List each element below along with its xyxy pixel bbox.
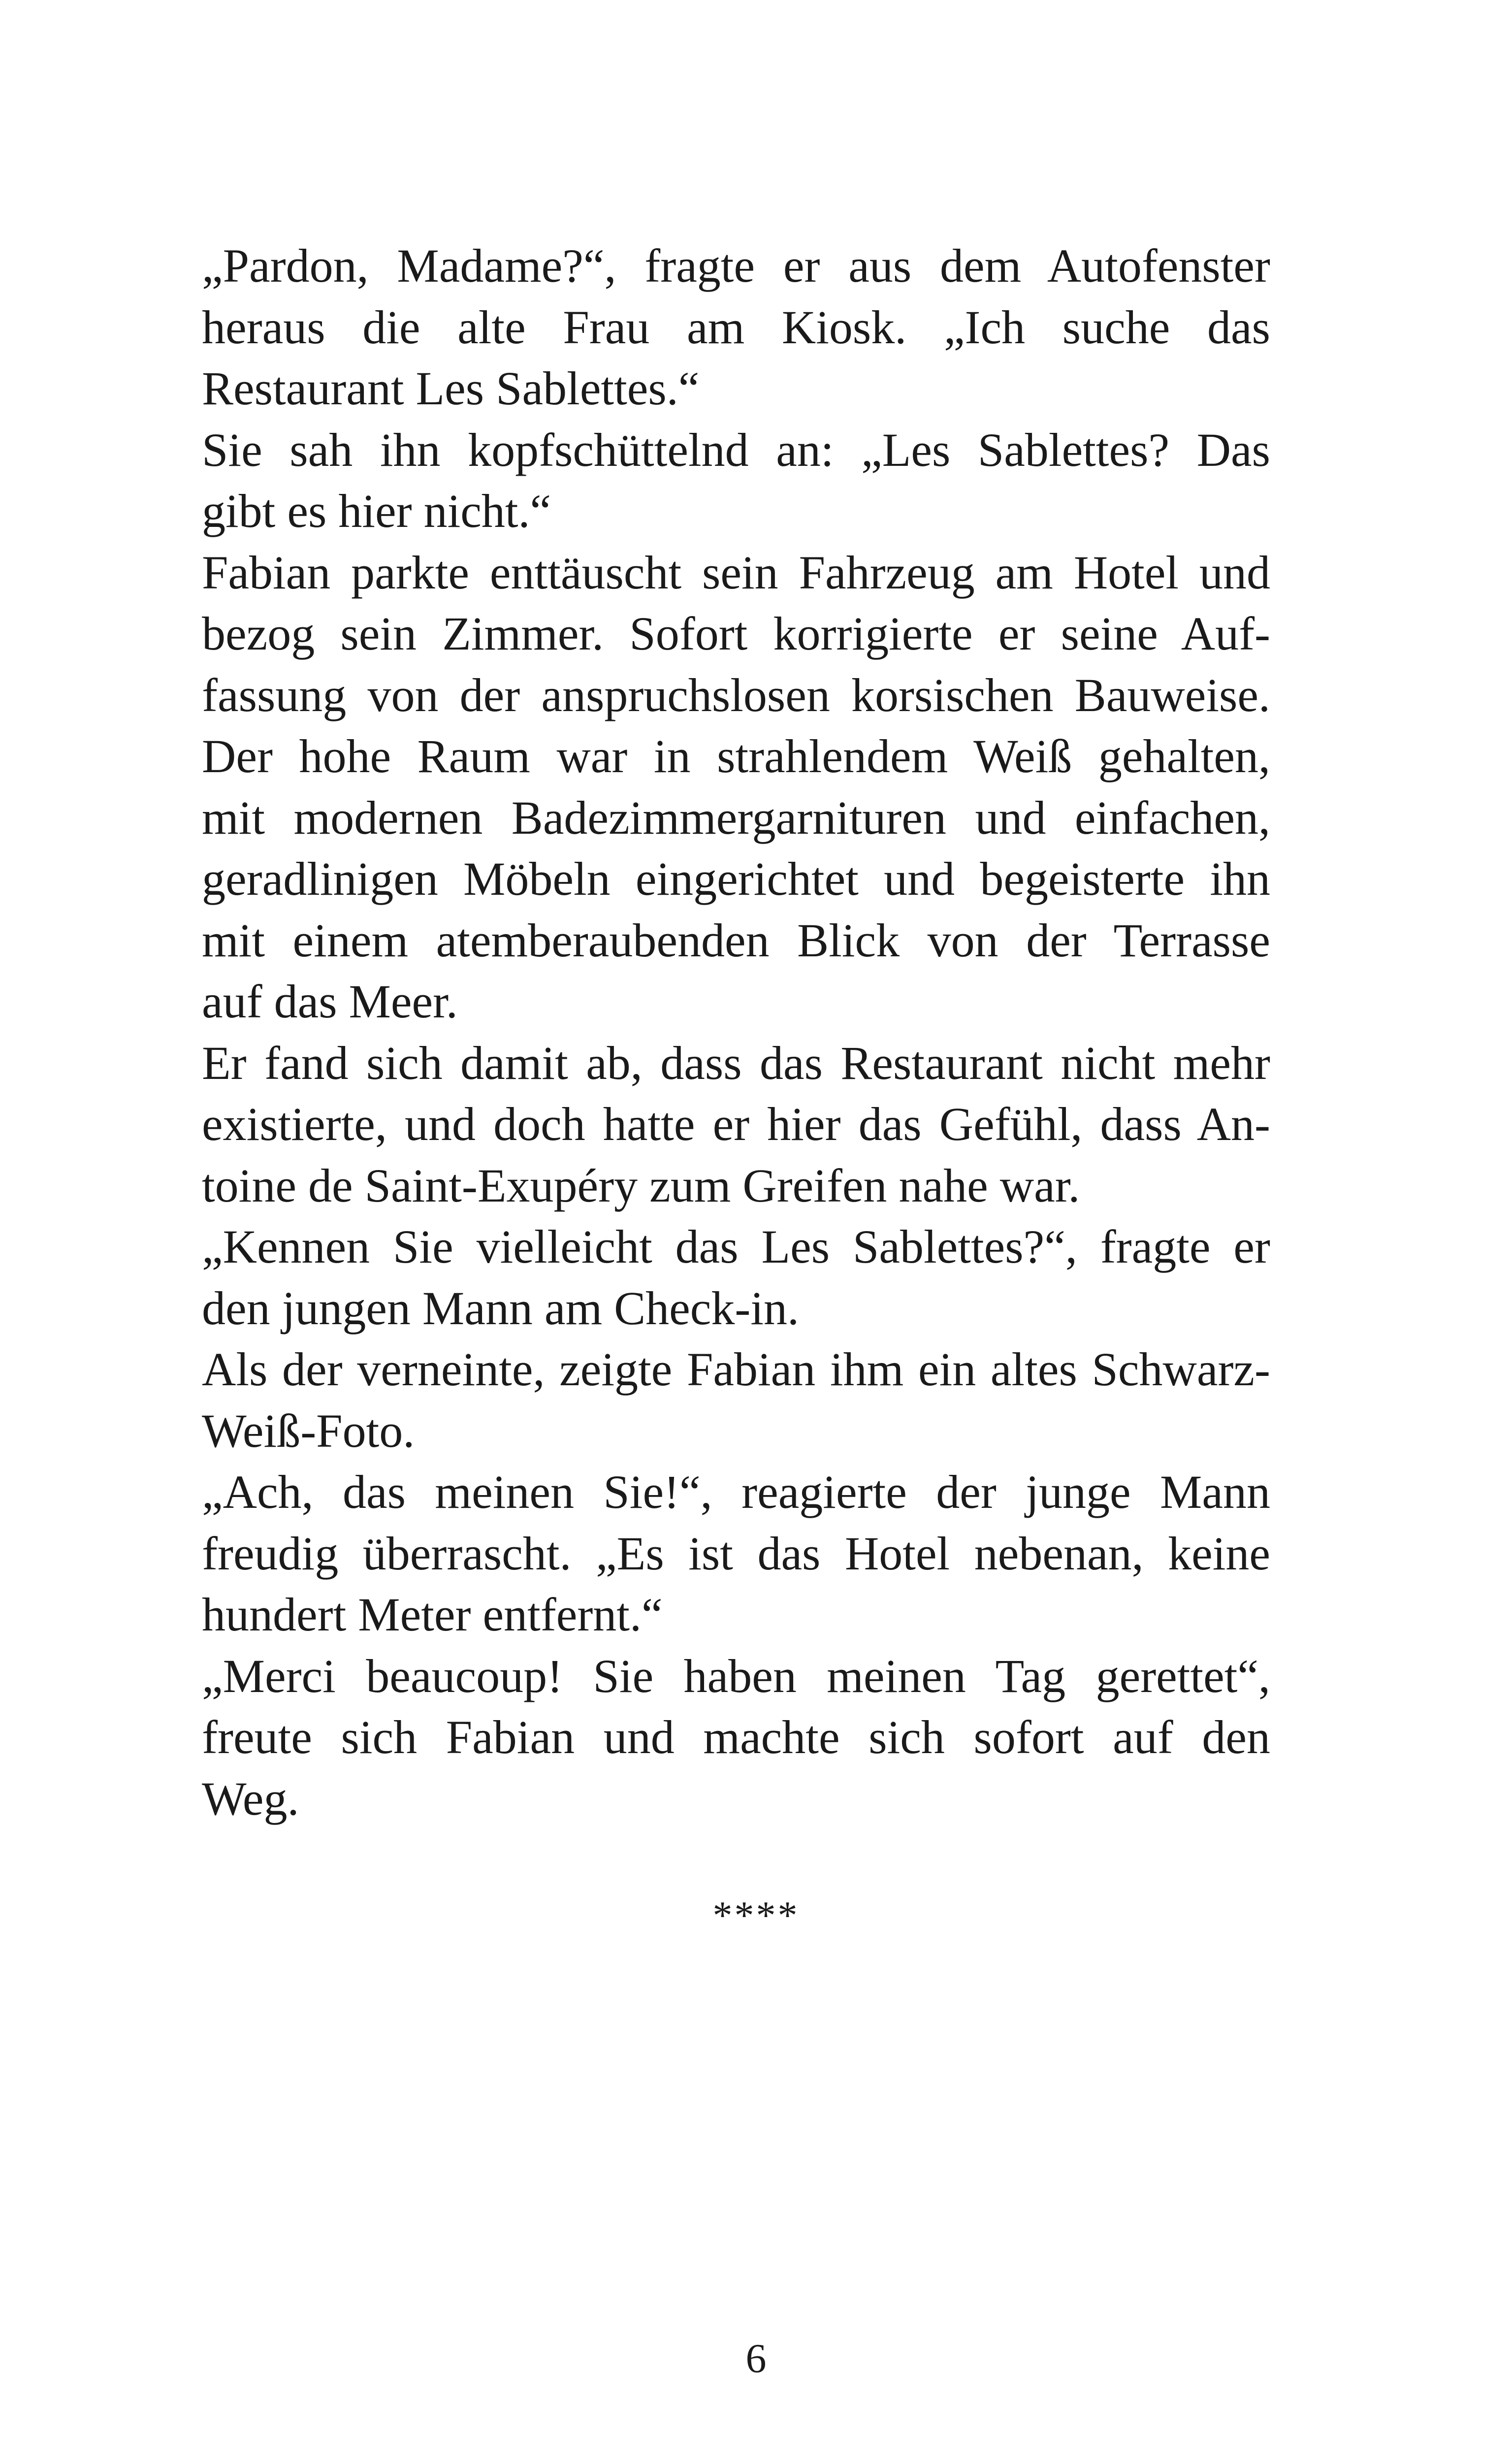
text-line: heraus die alte Frau am Kiosk. „Ich suche das: [202, 300, 1270, 354]
text-line: Als der verneinte, zeigte Fabian ihm ein altes Schwarz-: [202, 1343, 1270, 1396]
text-line: mit modernen Badezimmergarnituren und einfachen,: [202, 791, 1270, 844]
text-line: „Pardon, Madame?“, fragte er aus dem Autofenster: [202, 239, 1270, 292]
text-line: den jungen Mann am Check-in.: [202, 1281, 800, 1335]
page-number: 6: [745, 2336, 767, 2381]
text-line: auf das Meer.: [202, 975, 458, 1028]
text-line: mit einem atemberaubenden Blick von der Terrasse: [202, 913, 1270, 967]
text-line: „Kennen Sie vielleicht das Les Sablettes?“, fragte er: [202, 1220, 1270, 1273]
text-line: Der hohe Raum war in strahlendem Weiß gehalten,: [202, 730, 1270, 782]
text-line: Weiß-Foto.: [202, 1404, 415, 1457]
text-line: Restaurant Les Sablettes.“: [202, 362, 700, 415]
body-text: [202, 235, 1270, 1829]
text-line: geradlinigen Möbeln eingerichtet und begeisterte ihn: [202, 852, 1270, 905]
text-line: existierte, und doch hatte er hier das Gefühl, dass An-: [202, 1098, 1270, 1150]
text-line: hundert Meter entfernt.“: [202, 1588, 663, 1641]
section-separator: ****: [712, 1894, 800, 1937]
text-line: bezog sein Zimmer. Sofort korrigierte er seine Auf-: [202, 607, 1270, 660]
text-line: fassung von der anspruchslosen korsischen Bauweise.: [202, 668, 1270, 721]
text-line: Sie sah ihn kopfschüttelnd an: „Les Sablettes? Das: [202, 423, 1270, 476]
text-line: toine de Saint-Exupéry zum Greifen nahe war.: [202, 1159, 1080, 1212]
text-line: gibt es hier nicht.“: [202, 485, 551, 537]
text-line: Er fand sich damit ab, dass das Restaurant nicht mehr: [202, 1036, 1270, 1089]
text-line: freudig überrascht. „Es ist das Hotel nebenan, keine: [202, 1527, 1270, 1580]
text-line: Fabian parkte enttäuscht sein Fahrzeug am Hotel und: [202, 546, 1270, 599]
text-line: „Merci beaucoup! Sie haben meinen Tag gerettet“,: [202, 1649, 1270, 1702]
text-line: Weg.: [202, 1772, 299, 1825]
text-line: freute sich Fabian und machte sich sofort auf den: [202, 1711, 1270, 1763]
text-line: „Ach, das meinen Sie!“, reagierte der junge Mann: [202, 1466, 1270, 1518]
